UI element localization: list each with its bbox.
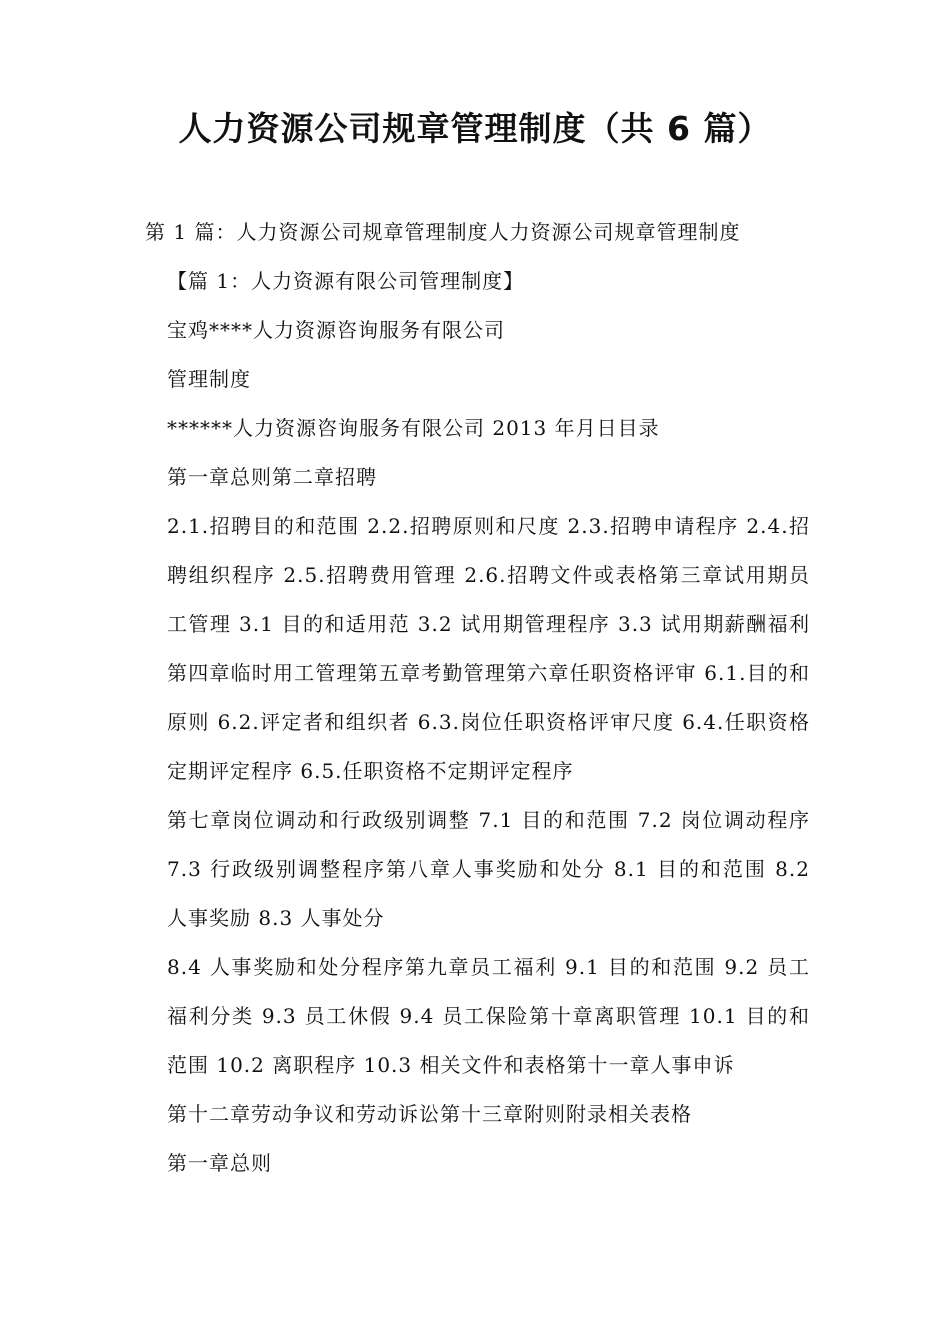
paragraph-management-system: 管理制度	[167, 367, 251, 391]
paragraph-chapter-1-heading: 第一章总则	[167, 1151, 272, 1175]
paragraph-chapters-2-6: 2.1.招聘目的和范围 2.2.招聘原则和尺度 2.3.招聘申请程序 2.4.招聘组织程序 2.5.招聘费用管理 2.6.招聘文件或表格第三章试用期员工管理 3.1 目的和适用范 3.2 试用期管理程序 3.3 试用期薪酬福利第四章临时用工管理第五章考勤管理第六章任职资格评审 6.1.目的和原则 6.2.评定者和组织者 6.3.岗位任职资格评审尺度 6.4.任职资格定期评定程序 6.5.任职资格不定期评定程序	[167, 514, 810, 783]
document-body	[145, 208, 810, 1188]
paragraph-company-name: 宝鸡****人力资源咨询服务有限公司	[167, 318, 505, 342]
paragraph-toc-heading: ******人力资源咨询服务有限公司 2013 年月日目录	[167, 416, 660, 440]
paragraph-chapters-8-11: 8.4 人事奖励和处分程序第九章员工福利 9.1 目的和范围 9.2 员工福利分类 9.3 员工休假 9.4 员工保险第十章离职管理 10.1 目的和范围 10.2 离职程序 10.3 相关文件和表格第十一章人事申诉	[167, 955, 810, 1077]
paragraph-chapters-1-2: 第一章总则第二章招聘	[167, 465, 377, 489]
paragraph-chapters-7-8: 第七章岗位调动和行政级别调整 7.1 目的和范围 7.2 岗位调动程序 7.3 行政级别调整程序第八章人事奖励和处分 8.1 目的和范围 8.2 人事奖励 8.3 人事处分	[167, 808, 810, 930]
paragraph-part-heading: 第 1 篇：人力资源公司规章管理制度人力资源公司规章管理制度	[145, 220, 741, 244]
paragraph-chapters-12-13: 第十二章劳动争议和劳动诉讼第十三章附则附录相关表格	[167, 1102, 692, 1126]
document-title: 人力资源公司规章管理制度（共 6 篇）	[178, 109, 772, 148]
paragraph-section-heading: 【篇 1：人力资源有限公司管理制度】	[167, 269, 525, 293]
